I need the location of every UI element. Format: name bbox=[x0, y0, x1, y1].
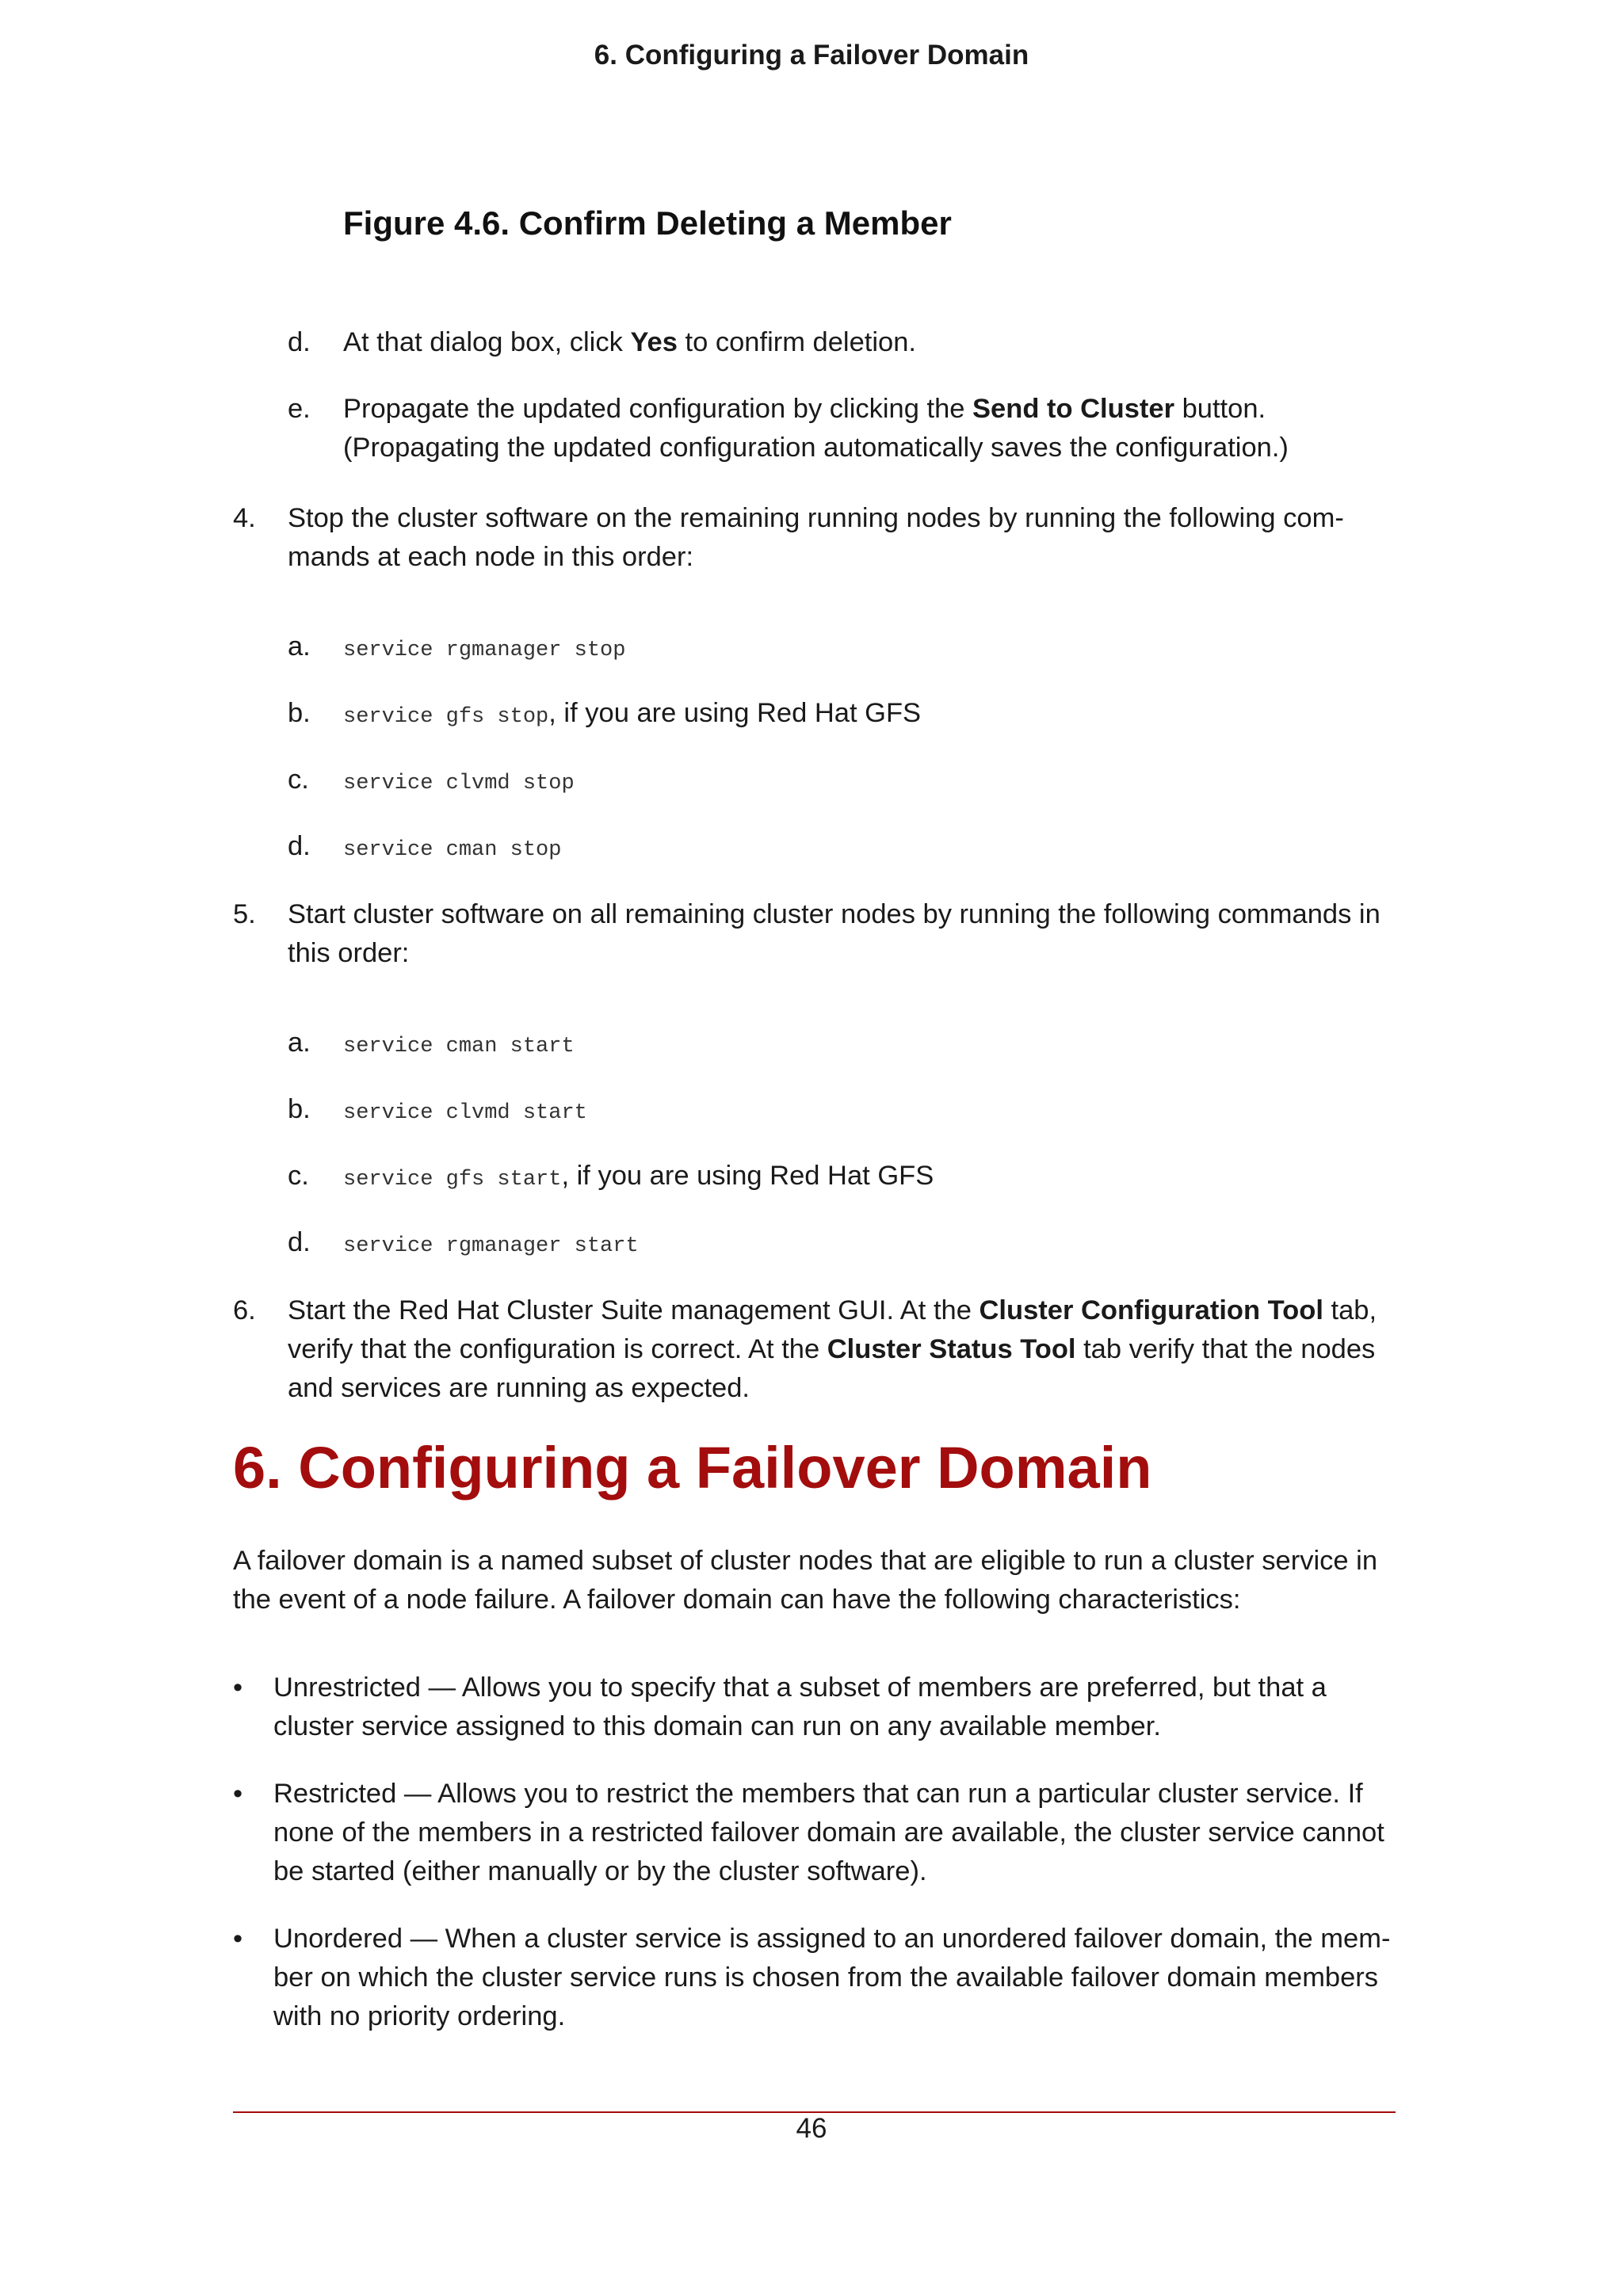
substep-marker: e. bbox=[288, 394, 311, 424]
step5-text: Start cluster software on all remaining cluster nodes by running the following commands in this order: bbox=[288, 899, 1381, 968]
step-marker: 6. bbox=[233, 1295, 256, 1325]
command-line: service gfs stop, if you are using Red Hat GFS bbox=[343, 698, 922, 729]
command-line: service clvmd start bbox=[343, 1101, 587, 1125]
bullet-unordered: Unordered — When a cluster service is assigned to an unordered failover domain, the mem- ber on which the cluster service runs is chosen from the available failover domain members with no priority ordering. bbox=[273, 1924, 1391, 2031]
command-marker: c. bbox=[288, 1161, 309, 1191]
bullet-unrestricted: Unrestricted — Allows you to specify that a subset of members are preferred, but that a cluster service assigned to this domain can run on any available member. bbox=[273, 1672, 1327, 1741]
command-marker: a. bbox=[288, 1028, 311, 1058]
bullet-icon: • bbox=[233, 1779, 243, 1809]
substep-propagate: Propagate the updated configuration by clicking the Send to Cluster button. (Propagating the updated configuration automatically saves the configuration.) bbox=[343, 394, 1289, 463]
step6-text: Start the Red Hat Cluster Suite management GUI. At the Cluster Configuration Tool tab, verify that the configuration is correct. At the Cluster Status Tool tab verify that the nodes and services are running as expected. bbox=[288, 1295, 1377, 1403]
command-line: service cman stop bbox=[343, 838, 562, 862]
step-marker: 4. bbox=[233, 503, 256, 533]
command-line: service gfs start, if you are using Red Hat GFS bbox=[343, 1161, 934, 1192]
command-line: service rgmanager stop bbox=[343, 639, 626, 662]
command-marker: a. bbox=[288, 631, 311, 662]
section-title: 6. Configuring a Failover Domain bbox=[233, 1435, 1152, 1501]
figure-caption: Figure 4.6. Confirm Deleting a Member bbox=[343, 204, 952, 242]
command-marker: b. bbox=[288, 698, 311, 728]
substep-confirm-deletion: At that dialog box, click Yes to confirm deletion. bbox=[343, 327, 916, 357]
bullet-icon: • bbox=[233, 1672, 243, 1703]
section-intro: A failover domain is a named subset of cluster nodes that are eligible to run a cluster service in the event of a node failure. A failover domain can have the following characteristics: bbox=[233, 1546, 1378, 1615]
command-marker: b. bbox=[288, 1094, 311, 1124]
command-marker: c. bbox=[288, 765, 309, 795]
command-line: service clvmd stop bbox=[343, 772, 575, 795]
page-number: 46 bbox=[796, 2113, 827, 2144]
running-header: 6. Configuring a Failover Domain bbox=[594, 40, 1029, 71]
bullet-icon: • bbox=[233, 1924, 243, 1954]
step-marker: 5. bbox=[233, 899, 256, 929]
substep-marker: d. bbox=[288, 327, 311, 357]
command-line: service rgmanager start bbox=[343, 1234, 639, 1258]
bullet-restricted: Restricted — Allows you to restrict the members that can run a particular cluster service. If none of the members in a restricted failover domain are available, the cluster service cannot be started (either manually or by the cluster software). bbox=[273, 1779, 1384, 1886]
command-line: service cman start bbox=[343, 1035, 575, 1058]
command-marker: d. bbox=[288, 1227, 311, 1257]
step4-text: Stop the cluster software on the remaining running nodes by running the following com- mands at each node in this order: bbox=[288, 503, 1344, 572]
command-marker: d. bbox=[288, 831, 311, 861]
